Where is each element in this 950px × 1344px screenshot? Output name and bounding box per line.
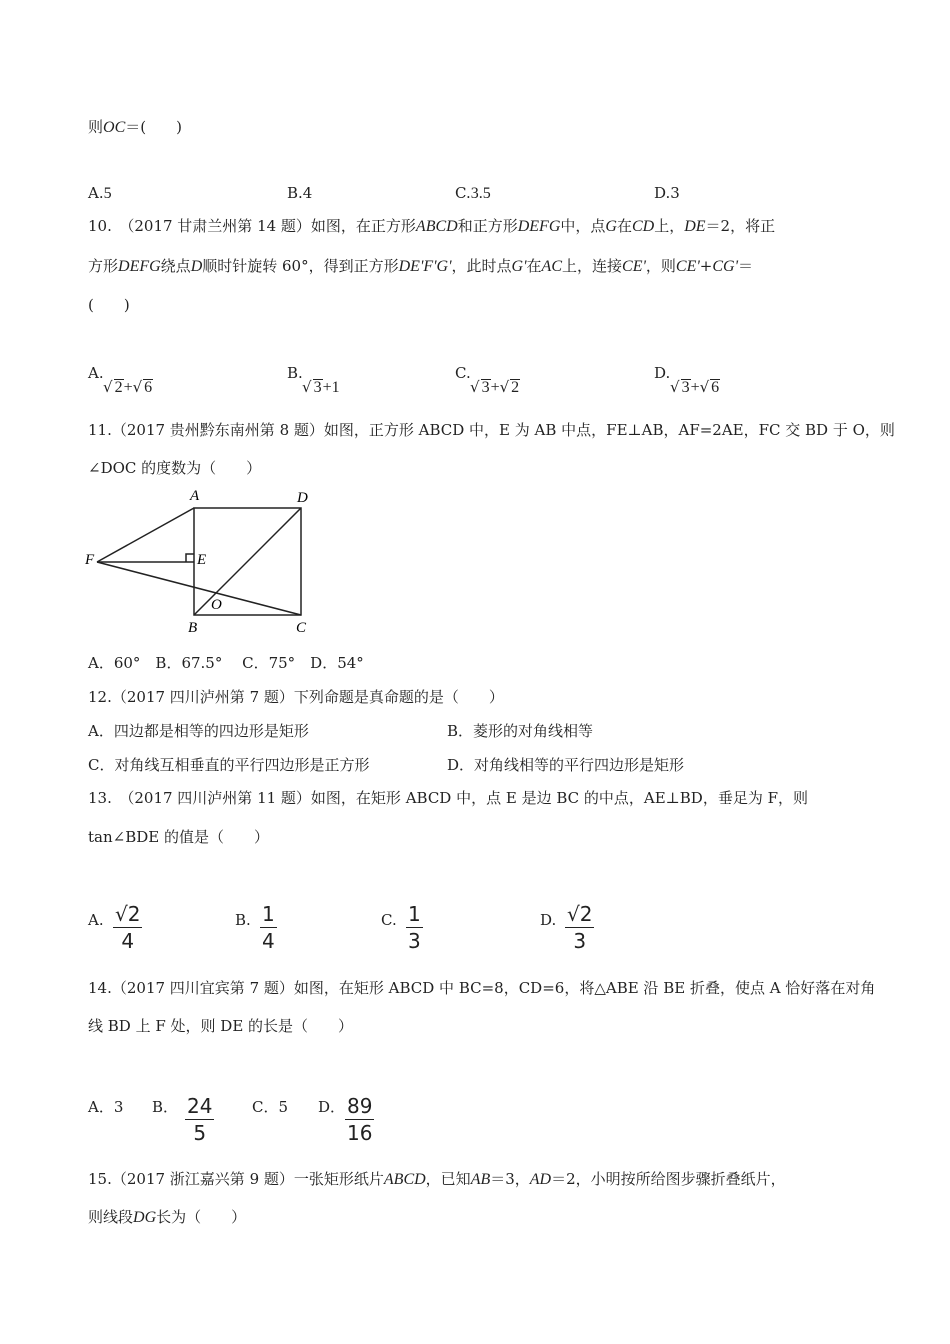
- q11-options: A．60° B．67.5° C．75° D．54°: [88, 654, 364, 672]
- segment-fc: [97, 562, 301, 615]
- q12-line-1: 12.（2017 四川泸州第 7 题）下列命题是真命题的是（ ）: [88, 688, 504, 706]
- label-d: D: [297, 490, 308, 506]
- q14-option-a: A．3: [88, 1098, 124, 1116]
- q14-option-b-fraction: 24 5: [187, 1094, 213, 1145]
- q9-option-c: C.3.5: [455, 184, 491, 202]
- q13-option-d-fraction: √2 3: [567, 902, 593, 953]
- q14-line-2: 线 BD 上 F 处，则 DE 的长是（ ）: [88, 1017, 354, 1035]
- q13-option-c-label: C.: [381, 911, 397, 929]
- q10-line-1: 10. （2017 甘肃兰州第 14 题）如图，在正方形ABCD和正方形DEFG中，点G在CD上，DE＝2，将正: [88, 217, 776, 235]
- q11-line-2: ∠DOC 的度数为（ ）: [88, 459, 262, 477]
- q15-line-2: 则线段DG长为（ ）: [88, 1208, 247, 1226]
- q14-option-b-label: B．: [152, 1098, 179, 1116]
- q13-option-b-label: B.: [235, 911, 251, 929]
- q9-oc-math: OC: [103, 119, 126, 136]
- label-o: O: [211, 597, 222, 613]
- q12-option-a: A．四边都是相等的四边形是矩形: [88, 722, 309, 740]
- q10-option-d-expr: √ 3+√ 6: [670, 378, 720, 396]
- q13-option-b-fraction: 1 4: [262, 902, 275, 953]
- q9-option-a: A.5: [88, 184, 112, 202]
- q9-option-d: D.3: [654, 184, 680, 202]
- label-a: A: [190, 488, 200, 504]
- q14-option-c: C．5: [252, 1098, 289, 1116]
- q13-option-a-label: A.: [88, 911, 104, 929]
- q15-line-1: 15.（2017 浙江嘉兴第 9 题）一张矩形纸片ABCD，已知AB＝3，AD＝2，小明按所给图步骤折叠纸片，: [88, 1170, 786, 1188]
- q11-line-1: 11.（2017 贵州黔东南州第 8 题）如图，正方形 ABCD 中，E 为 AB 中点，FE⊥AB，AF=2AE，FC 交 BD 于 O，则: [88, 421, 895, 439]
- q13-line-2: tan∠BDE 的值是（ ）: [88, 828, 269, 846]
- q10-option-a: A.: [88, 364, 104, 382]
- q14-option-d-label: D．: [318, 1098, 346, 1116]
- q12-option-d: D．对角线相等的平行四边形是矩形: [447, 756, 685, 774]
- q10-option-b-expr: √ 3+1: [302, 378, 340, 396]
- q10-line-2: 方形DEFG绕点D顺时针旋转 60°，得到正方形DE'F'G'，此时点G'在AC上，连接CE'，则CE'+CG'＝: [88, 257, 754, 275]
- q14-line-1: 14.（2017 四川宜宾第 7 题）如图，在矩形 ABCD 中 BC=8，CD=6，将△ABE 沿 BE 折叠，使点 A 恰好落在对角: [88, 979, 876, 997]
- right-angle-mark: [186, 554, 194, 562]
- q13-option-a-fraction: √2 4: [115, 902, 141, 953]
- label-c: C: [296, 620, 307, 636]
- q9-option-b: B.4: [287, 184, 313, 202]
- q10-option-c: C.: [455, 364, 471, 382]
- q11-figure: [80, 482, 320, 642]
- q10-option-c-expr: √ 3+√ 2: [470, 378, 520, 396]
- q10-line-3: ( ): [88, 296, 130, 314]
- label-f: F: [85, 552, 95, 568]
- q9-tail-line: [88, 116, 182, 139]
- q10-option-d: D.: [654, 364, 671, 382]
- q13-option-c-fraction: 1 3: [408, 902, 421, 953]
- segment-fa: [97, 508, 194, 562]
- q10-option-a-expr: √ 2+√ 6: [103, 378, 153, 396]
- q13-option-d-label: D.: [540, 911, 557, 929]
- label-b: B: [188, 620, 198, 636]
- q9-eq-text: ＝( ): [125, 118, 182, 136]
- q12-option-b: B．菱形的对角线相等: [447, 722, 594, 740]
- q13-line-1: 13. （2017 四川泸州第 11 题）如图，在矩形 ABCD 中，点 E 是边 BC 的中点，AE⊥BD，垂足为 F，则: [88, 789, 809, 807]
- label-e: E: [197, 552, 207, 568]
- q14-option-d-fraction: 89 16: [347, 1094, 373, 1145]
- q12-option-c: C．对角线互相垂直的平行四边形是正方形: [88, 756, 370, 774]
- q10-option-b: B.: [287, 364, 303, 382]
- q9-tail-text: 则: [88, 118, 104, 136]
